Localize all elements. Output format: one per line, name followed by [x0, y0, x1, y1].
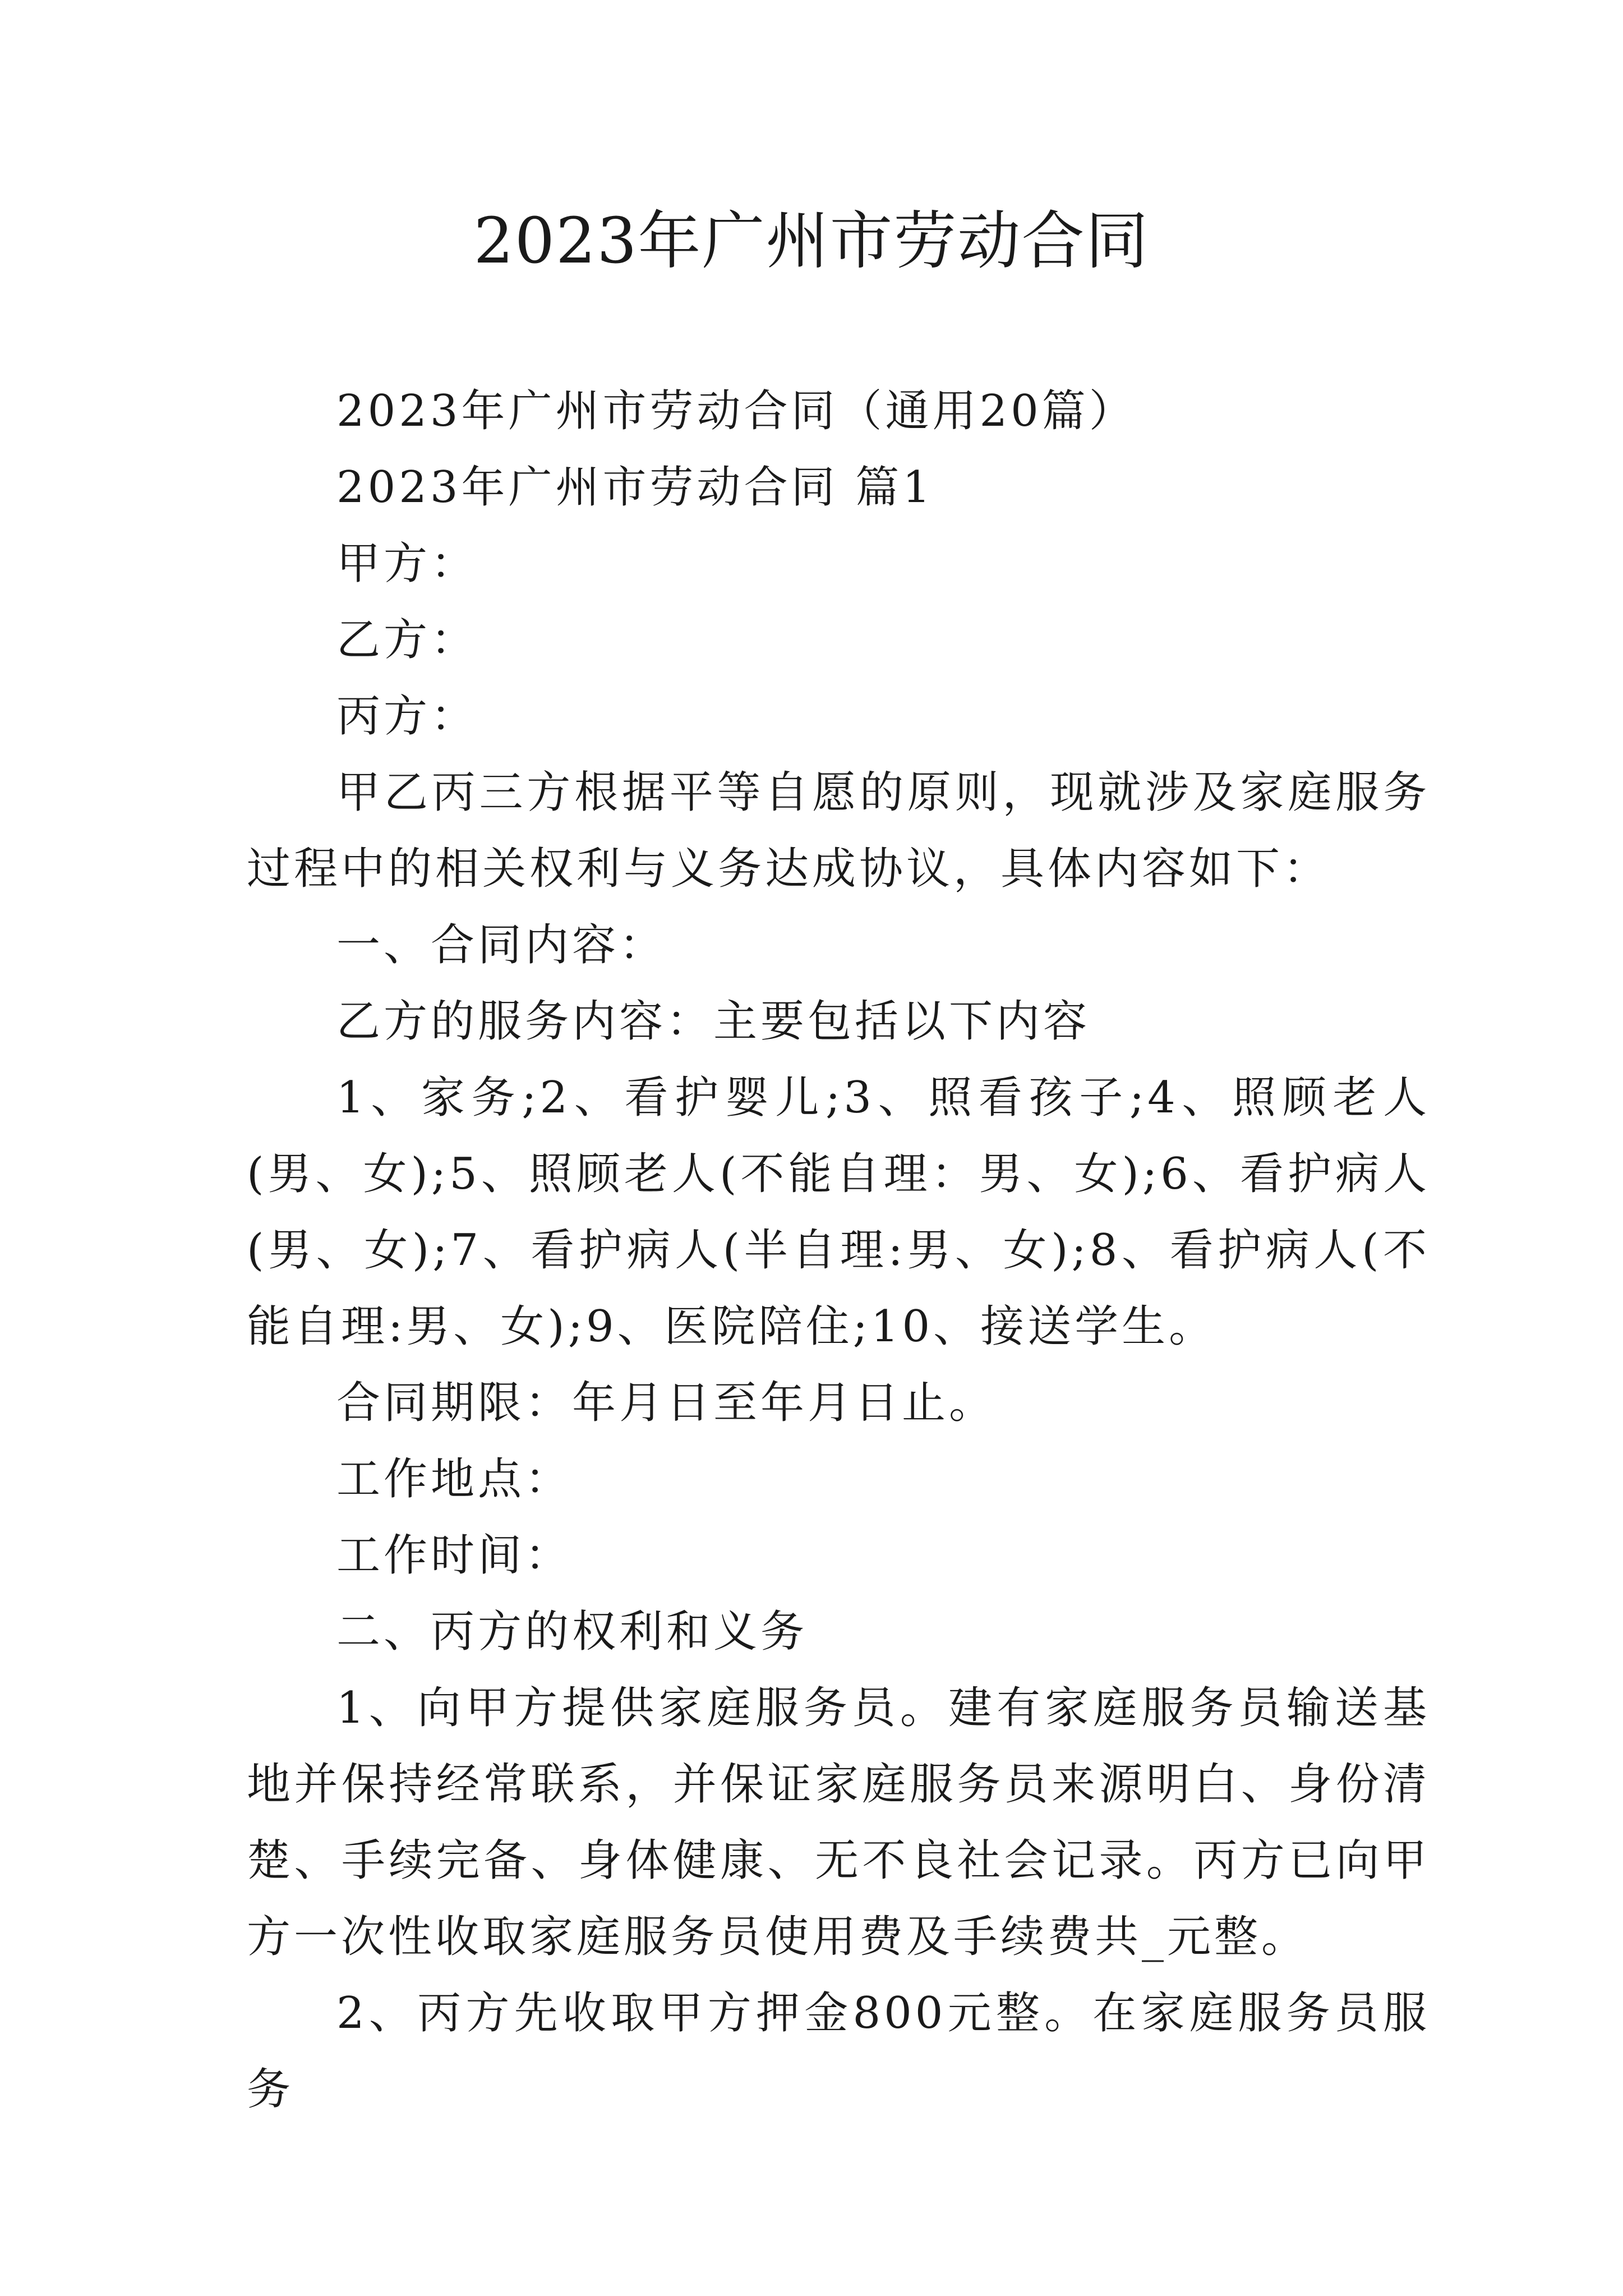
party-a-line: 甲方：	[336, 539, 478, 589]
service-content-line: 乙方的服务内容：主要包括以下内容	[336, 996, 1091, 1047]
clause-heading: 一、合同内容：	[336, 920, 667, 970]
document-body	[247, 373, 1430, 2128]
party-b-line: 乙方：	[336, 615, 478, 665]
work-time-line: 工作时间：	[336, 1530, 573, 1581]
party-c-line: 丙方：	[336, 691, 478, 742]
service-list-paragraph: 1、家务;2、看护婴儿;3、照看孩子;4、照顾老人(男、女);5、照顾老人(不能自理：男、女);6、看护病人(男、女);7、看护病人(半自理:男、女);8、看护病人(不能自理:男、女);9、医院陪住;10、接送学生。	[247, 1073, 1430, 1352]
work-location-line: 工作地点：	[336, 1454, 573, 1504]
clause-paragraph: 1、向甲方提供家庭服务员。建有家庭服务员输送基地并保持经常联系，并保证家庭服务员来源明白、身份清楚、手续完备、身体健康、无不良社会记录。丙方已向甲方一次性收取家庭服务员使用费及手续费共_元整。	[247, 1683, 1430, 1962]
contract-term-line: 合同期限：年月日至年月日止。	[336, 1378, 997, 1428]
section-heading: 2023年广州市劳动合同 篇1	[336, 462, 934, 513]
clause-paragraph: 2、丙方先收取甲方押金800元整。在家庭服务员服务	[247, 1988, 1430, 2115]
document-title: 2023年广州市劳动合同	[473, 205, 1150, 278]
subtitle-paragraph: 2023年广州市劳动合同（通用20篇）	[336, 386, 1136, 436]
clause-heading: 二、丙方的权利和义务	[336, 1607, 808, 1657]
intro-paragraph: 甲乙丙三方根据平等自愿的原则，现就涉及家庭服务过程中的相关权利与义务达成协议，具体内容如下：	[247, 767, 1430, 894]
